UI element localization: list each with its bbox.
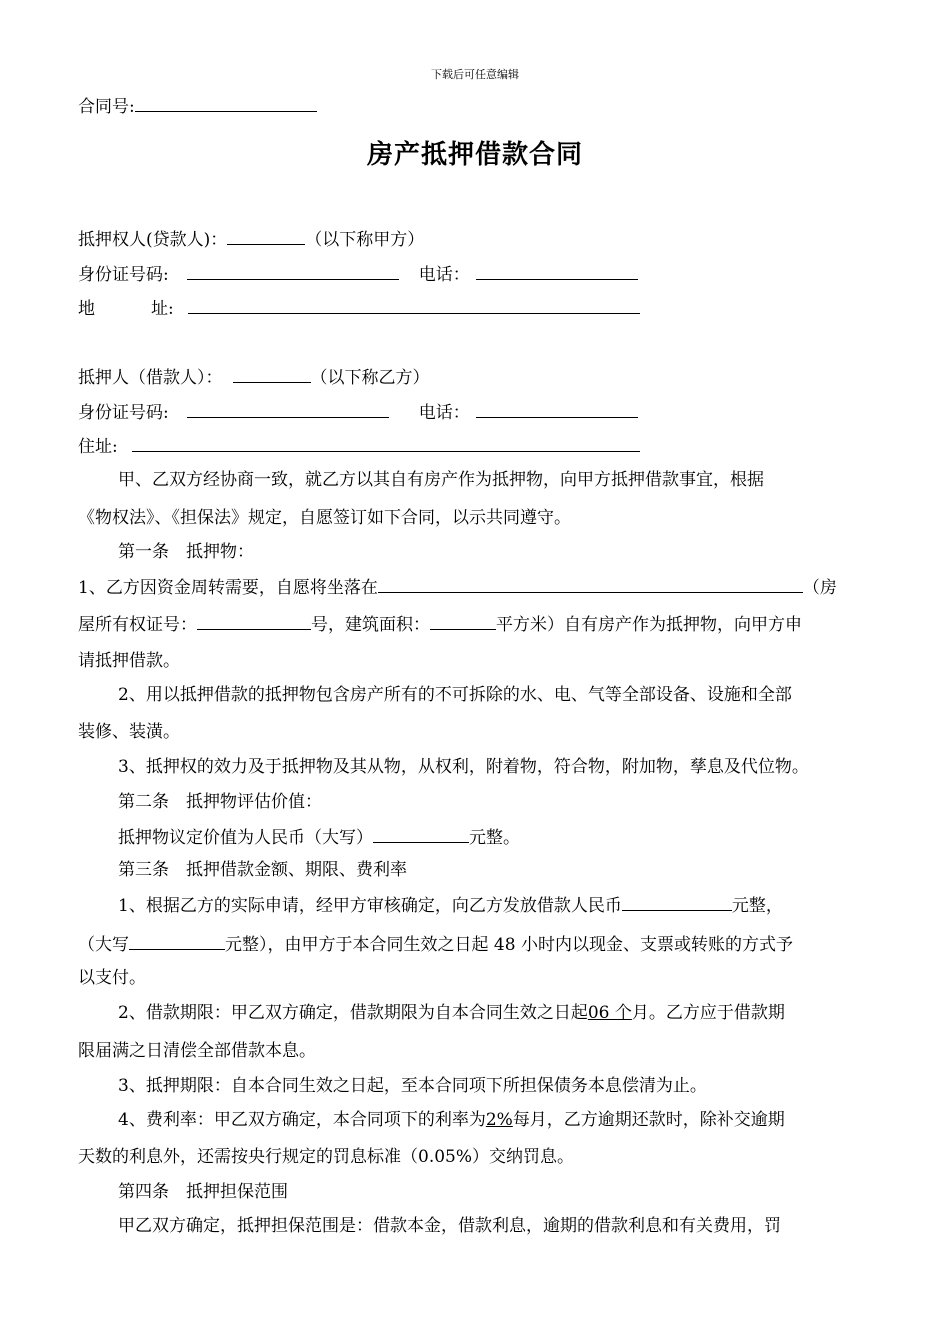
article-3-p1-text-b: 元整， xyxy=(731,896,783,916)
article-4-heading: 第四条 抵押担保范围 xyxy=(118,1182,288,1202)
article-3-p1-line-3: 以支付。 xyxy=(78,968,146,988)
party-a-id-blank[interactable] xyxy=(187,262,399,280)
article-3-p4-line-2: 天数的利息外，还需按央行规定的罚息标准（0.05%）交纳罚息。 xyxy=(78,1147,575,1167)
contract-number-label: 合同号: xyxy=(78,97,135,117)
valuation-amount-blank[interactable] xyxy=(373,825,469,843)
property-location-blank[interactable] xyxy=(378,575,803,593)
article-1-heading: 第一条 抵押物： xyxy=(118,542,254,562)
party-b-address-line xyxy=(78,434,640,458)
article-3-p4-text-a: 4、费利率：甲乙双方确定，本合同项下的利率为 xyxy=(118,1110,486,1130)
party-b-name-blank[interactable] xyxy=(233,365,311,383)
article-2-p1-text-b: 元整。 xyxy=(469,828,520,848)
party-b-address-blank[interactable] xyxy=(132,434,640,452)
article-1-p1-line-2 xyxy=(78,612,802,636)
article-2-p1 xyxy=(118,825,520,849)
party-a-name-blank[interactable] xyxy=(227,227,305,245)
party-b-id-label: 身份证号码: xyxy=(78,403,169,423)
party-a-name-line xyxy=(78,227,424,251)
article-3-p1-line-1 xyxy=(118,893,783,917)
article-4-p1: 甲乙双方确定，抵押担保范围是：借款本金，借款利息，逾期的借款利息和有关费用，罚 xyxy=(118,1216,781,1236)
party-b-phone-label: 电话： xyxy=(418,403,470,423)
article-3-p4-line-1 xyxy=(118,1109,785,1131)
building-area-blank[interactable] xyxy=(430,612,496,630)
article-1-p2-line-2: 装修、装潢。 xyxy=(78,722,180,742)
party-a-address-label-1: 地 xyxy=(78,299,95,319)
article-3-p2-text-b: 月。乙方应于借款期 xyxy=(631,1003,785,1023)
page-title: 房产抵押借款合同 xyxy=(366,140,583,170)
article-1-p1-text-b: （房 xyxy=(802,578,837,598)
article-3-p2-line-1 xyxy=(118,1002,785,1024)
article-1-p2-line-1: 2、用以抵押借款的抵押物包含房产所有的不可拆除的水、电、气等全部设备、设施和全部 xyxy=(118,685,792,705)
article-3-p3: 3、抵押期限：自本合同生效之日起，至本合同项下所担保债务本息偿清为止。 xyxy=(118,1076,707,1096)
article-3-heading: 第三条 抵押借款金额、期限、费利率 xyxy=(118,860,407,880)
party-a-address-label-2: 址: xyxy=(151,299,174,319)
party-b-id-line xyxy=(78,400,638,424)
party-a-suffix: （以下称甲方） xyxy=(305,230,425,250)
party-b-id-blank[interactable] xyxy=(187,400,389,418)
party-a-address-blank[interactable] xyxy=(188,296,640,314)
interest-rate-value: 2% xyxy=(485,1110,513,1130)
loan-amount-blank[interactable] xyxy=(622,893,732,911)
article-3-p1-text-a: 1、根据乙方的实际申请，经甲方审核确定，向乙方发放借款人民币 xyxy=(118,896,622,916)
article-3-p2-text-a: 2、借款期限：甲乙双方确定，借款期限为自本合同生效之日起 xyxy=(118,1003,588,1023)
party-a-id-label: 身份证号码: xyxy=(78,265,169,285)
article-3-p1-text-c: （大写 xyxy=(78,935,129,955)
header-note: 下载后可任意编辑 xyxy=(431,68,519,81)
article-3-p1-text-d: 元整），由甲方于本合同生效之日起 48 小时内以现金、支票或转账的方式予 xyxy=(225,935,793,955)
intro-line-2: 《物权法》、《担保法》规定，自愿签订如下合同，以示共同遵守。 xyxy=(78,508,571,528)
article-1-p1-line-1 xyxy=(78,575,837,599)
article-1-p1-text-d: 号，建筑面积： xyxy=(311,615,430,635)
party-b-phone-blank[interactable] xyxy=(476,400,638,418)
party-b-suffix: （以下称乙方） xyxy=(310,368,430,388)
loan-term-value: 06 个 xyxy=(587,1003,632,1023)
party-a-phone-blank[interactable] xyxy=(476,262,638,280)
article-1-p1-text-a: 1、乙方因资金周转需要，自愿将坐落在 xyxy=(78,578,378,598)
article-3-p1-line-2 xyxy=(78,932,793,956)
article-3-p4-text-b: 每月，乙方逾期还款时，除补交逾期 xyxy=(512,1110,785,1130)
article-3-p2-line-2: 限届满之日清偿全部借款本息。 xyxy=(78,1041,316,1061)
article-1-p3: 3、抵押权的效力及于抵押物及其从物，从权利，附着物，符合物，附加物，孳息及代位物。 xyxy=(118,757,809,777)
ownership-certificate-blank[interactable] xyxy=(197,612,311,630)
party-a-id-line xyxy=(78,262,638,286)
article-2-p1-text-a: 抵押物议定价值为人民币（大写） xyxy=(118,828,373,848)
party-b-name-line xyxy=(78,365,430,389)
contract-number-blank[interactable] xyxy=(135,94,317,112)
party-b-address-label: 住址: xyxy=(78,437,118,457)
article-2-heading: 第二条 抵押物评估价值： xyxy=(118,792,322,812)
contract-number-line xyxy=(78,94,317,118)
party-a-address-line xyxy=(78,296,640,320)
party-b-label: 抵押人（借款人）： xyxy=(78,368,223,388)
intro-line-1: 甲、乙双方经协商一致，就乙方以其自有房产作为抵押物，向甲方抵押借款事宜，根据 xyxy=(118,470,764,490)
article-1-p1-text-c: 屋所有权证号： xyxy=(78,615,197,635)
article-1-p1-text-e: 平方米）自有房产作为抵押物，向甲方申 xyxy=(496,615,802,635)
article-1-p1-line-3: 请抵押借款。 xyxy=(78,651,180,671)
party-a-label: 抵押权人(贷款人)： xyxy=(78,230,228,250)
party-a-phone-label: 电话： xyxy=(418,265,470,285)
loan-amount-words-blank[interactable] xyxy=(129,932,225,950)
